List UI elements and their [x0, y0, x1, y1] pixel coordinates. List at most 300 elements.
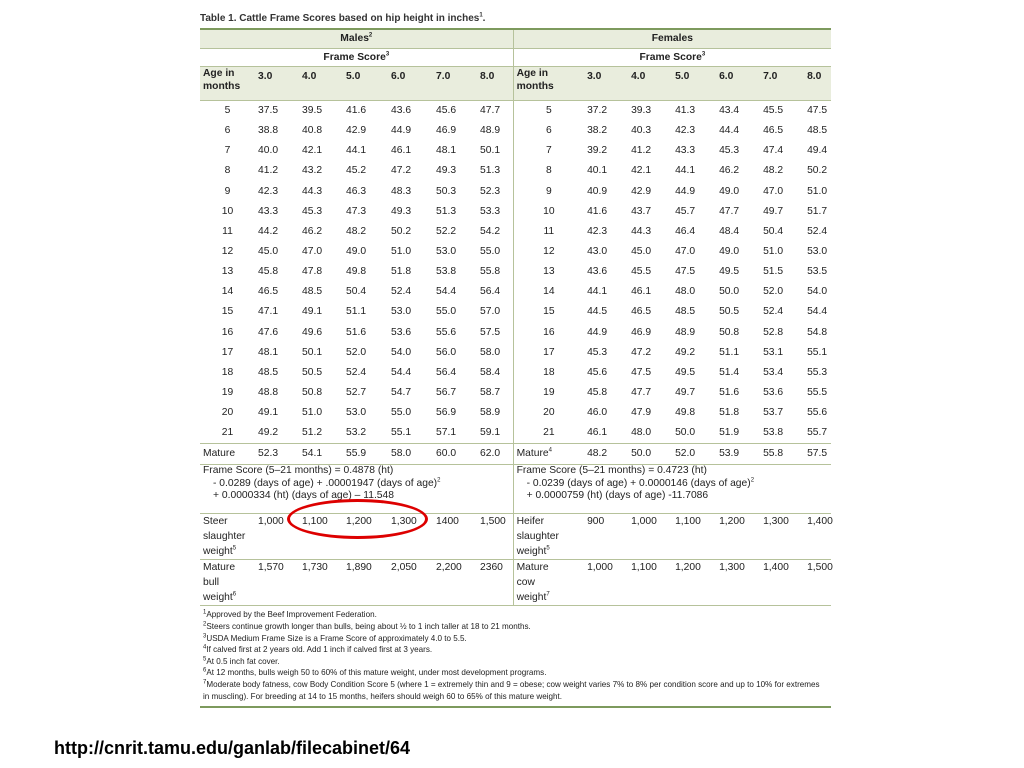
female-hip-height-cell: 46.5 [763, 125, 784, 137]
mature-row [200, 444, 831, 465]
cow-weight-cell: 1,100 [631, 562, 657, 574]
male-hip-height-cell: 53.3 [477, 202, 513, 222]
male-hip-height-cell: 56.0 [436, 346, 457, 358]
highlight-circle [287, 499, 428, 539]
female-hip-height-cell: 44.4 [719, 125, 740, 137]
female-hip-height-cell: 49.0 [719, 245, 740, 257]
male-hip-height-cell: 48.8 [258, 386, 279, 398]
bull-weight-label-line1: Mature [203, 562, 236, 574]
male-hip-height-cell: 47.3 [346, 205, 367, 217]
female-hip-height-cell: 45.3 [719, 145, 740, 157]
male-frame-score-formula-line: - 0.0289 (days of age) + .00001947 (days of age) [213, 477, 438, 489]
females-label: Females [651, 33, 693, 44]
female-hip-height-cell: 43.3 [675, 145, 696, 157]
table-row [200, 302, 831, 322]
male-hip-height-cell: 51.3 [477, 161, 513, 181]
steer-weight-label-line3: weight [203, 546, 233, 558]
age-cell-male: 11 [222, 225, 233, 237]
female-hip-height-cell: 41.3 [675, 105, 696, 116]
male-hip-height-cell: 47.2 [391, 165, 412, 177]
footnote-number: 1 [203, 609, 207, 616]
male-hip-height-cell: 48.5 [258, 366, 279, 378]
heifer-weight-cell: 1,100 [672, 514, 716, 560]
male-hip-height-cell: 52.2 [436, 225, 457, 237]
male-hip-height-cell: 50.5 [302, 366, 323, 378]
age-cell-female: 16 [543, 326, 555, 338]
male-hip-height-cell: 53.0 [346, 407, 367, 419]
footnote [203, 633, 828, 645]
footnote [203, 667, 828, 679]
female-hip-height-cell: 53.7 [763, 407, 784, 419]
male-hip-height-cell: 43.6 [391, 105, 412, 116]
male-frame-score-formula-line-wrap [203, 478, 510, 491]
footnote-text: Steers continue growth longer than bulls, being about ½ to 1 inch taller at 18 to 21 months. [206, 621, 531, 631]
male-hip-height-cell: 57.1 [436, 427, 457, 439]
table-row [200, 121, 831, 141]
female-hip-height-cell: 54.4 [807, 306, 828, 318]
female-hip-height-cell: 51.6 [719, 386, 740, 398]
mature-female-cell: 50.0 [628, 444, 672, 465]
footnote-text: Moderate body fatness, cow Body Condition Score 5 (where 1 = extremely thin and 9 = obese; cow weight varies 7% to 8% per condition score and up to 10% for extremes in muscling). For breeding at 14 to 15 months, heifers should weigh 60 to 65% of this mature weight. [203, 679, 820, 701]
frame-score-header-row [200, 49, 831, 67]
male-hip-height-cell: 44.9 [391, 125, 412, 137]
female-hip-height-cell: 48.2 [763, 165, 784, 177]
footnote-number: 7 [203, 679, 207, 686]
male-hip-height-cell: 48.2 [346, 225, 367, 237]
female-hip-height-cell: 47.0 [763, 185, 784, 197]
frame-score-col-header-female: 4.0 [628, 67, 672, 101]
mature-female-cell: 55.8 [760, 444, 804, 465]
female-hip-height-cell: 47.2 [631, 346, 652, 358]
female-hip-height-cell: 47.9 [631, 407, 652, 419]
female-hip-height-cell: 49.5 [675, 366, 696, 378]
caption-text: Table 1. Cattle Frame Scores based on hip height in inches [200, 13, 480, 24]
female-hip-height-cell: 51.1 [719, 346, 740, 358]
mature-female-cell: 48.2 [584, 444, 628, 465]
male-hip-height-cell: 41.2 [258, 165, 279, 177]
cow-weight-cell: 1,400 [763, 562, 789, 574]
cow-weight-cell: 1,500 [807, 562, 833, 574]
heifer-weight-label [513, 514, 584, 560]
female-hip-height-cell: 48.0 [631, 427, 652, 439]
sex-header-row [200, 30, 831, 49]
age-cell-female: 9 [545, 185, 552, 197]
female-hip-height-cell: 51.8 [719, 407, 740, 419]
male-hip-height-cell: 55.0 [477, 242, 513, 262]
mature-male-cell: 58.0 [388, 444, 433, 465]
footnote-text: At 12 months, bulls weigh 50 to 60% of this mature weight, under most development programs. [206, 668, 547, 678]
male-hip-height-cell: 52.4 [346, 366, 367, 378]
male-hip-height-cell: 50.1 [477, 141, 513, 161]
male-hip-height-cell: 51.8 [391, 266, 412, 278]
table-row [200, 363, 831, 383]
cow-weight-label-line3: weight [516, 592, 547, 604]
age-cell-male: 5 [224, 105, 231, 116]
female-frame-score-formula-sup: 2 [750, 477, 755, 484]
female-hip-height-cell: 55.7 [807, 427, 828, 439]
female-hip-height-cell: 55.5 [807, 386, 828, 398]
female-hip-height-cell: 49.7 [763, 205, 784, 217]
female-hip-height-cell: 52.4 [763, 306, 784, 318]
female-hip-height-cell: 53.0 [807, 245, 828, 257]
age-cell-male: 10 [221, 205, 234, 217]
steer-weight-label [200, 514, 255, 560]
male-hip-height-cell: 42.3 [258, 185, 279, 197]
male-hip-height-cell: 53.0 [391, 306, 412, 318]
age-cell-male: 9 [224, 185, 231, 197]
age-cell-female: 14 [543, 286, 555, 298]
footnote [203, 656, 828, 668]
footnote-number: 2 [203, 621, 207, 628]
age-cell-female: 8 [545, 165, 552, 177]
frame-score-col-header-female: 8.0 [804, 67, 831, 101]
female-hip-height-cell: 45.7 [675, 205, 696, 217]
table-row [200, 101, 831, 122]
female-hip-height-cell: 46.9 [631, 326, 652, 338]
heifer-weight-cell: 1,300 [760, 514, 804, 560]
age-cell-male: 20 [221, 407, 234, 419]
female-hip-height-cell: 52.8 [763, 326, 784, 338]
female-hip-height-cell: 53.8 [763, 427, 784, 439]
male-hip-height-cell: 38.8 [258, 125, 279, 137]
footnote-number: 3 [203, 632, 207, 639]
female-hip-height-cell: 52.4 [807, 225, 828, 237]
male-frame-score-formula-line: + 0.0000334 (ht) (days of age) – 11.548 [213, 490, 394, 502]
female-frame-score-formula-line: - 0.0239 (days of age) + 0.0000146 (days of age) [526, 477, 751, 489]
male-hip-height-cell: 44.1 [346, 145, 367, 157]
female-hip-height-cell: 48.5 [807, 125, 828, 137]
footnote-text: USDA Medium Frame Size is a Frame Score of approximately 4.0 to 5.5. [206, 633, 467, 643]
age-cell-female: 6 [545, 125, 552, 137]
male-hip-height-cell: 46.5 [258, 286, 279, 298]
mature-male-cell: 54.1 [299, 444, 343, 465]
frame-score-col-header-female: 5.0 [672, 67, 716, 101]
mature-male-cell: 55.9 [343, 444, 388, 465]
male-hip-height-cell: 45.3 [302, 205, 323, 217]
male-hip-height-cell: 47.1 [258, 306, 279, 318]
male-hip-height-cell: 48.5 [302, 286, 323, 298]
female-hip-height-cell: 53.5 [807, 266, 828, 278]
bull-weight-label-line2: bull [203, 577, 220, 589]
female-hip-height-cell: 45.3 [587, 346, 608, 358]
table-row [200, 222, 831, 242]
formula-row [200, 465, 831, 514]
footnote [203, 621, 828, 633]
female-hip-height-cell: 50.0 [719, 286, 740, 298]
male-hip-height-cell: 54.0 [391, 346, 412, 358]
female-hip-height-cell: 49.7 [675, 386, 696, 398]
male-hip-height-cell: 44.2 [258, 225, 279, 237]
males-sup: 2 [368, 32, 373, 39]
bull-weight-cell: 1,570 [258, 562, 284, 574]
table-caption [200, 10, 831, 30]
female-hip-height-cell: 50.5 [719, 306, 740, 318]
male-hip-height-cell: 46.9 [436, 125, 457, 137]
female-hip-height-cell: 54.8 [807, 326, 828, 338]
mature-male-cell: 62.0 [477, 444, 513, 465]
female-hip-height-cell: 50.2 [807, 165, 828, 177]
age-header [513, 67, 584, 101]
female-hip-height-cell: 38.2 [587, 125, 608, 137]
female-hip-height-cell: 48.5 [675, 306, 696, 318]
age-cell-male: 17 [221, 346, 234, 358]
male-hip-height-cell: 47.8 [302, 266, 323, 278]
male-hip-height-cell: 50.1 [302, 346, 323, 358]
age-cell-female: 10 [543, 205, 555, 217]
age-cell-female: 13 [543, 266, 555, 278]
female-hip-height-cell: 40.3 [631, 125, 652, 137]
heifer-weight-cell: 1,200 [716, 514, 760, 560]
age-cell-male: 21 [221, 427, 234, 439]
female-hip-height-cell: 47.7 [719, 205, 740, 217]
female-hip-height-cell: 47.7 [631, 386, 652, 398]
age-cell-male: 7 [224, 145, 231, 157]
age-cell-female: 5 [545, 105, 552, 116]
female-hip-height-cell: 44.9 [675, 185, 696, 197]
male-hip-height-cell: 53.2 [346, 427, 367, 439]
female-hip-height-cell: 50.0 [675, 427, 696, 439]
cow-weight-cell: 1,000 [587, 562, 613, 574]
female-hip-height-cell: 51.7 [807, 205, 828, 217]
male-hip-height-cell: 56.4 [477, 282, 513, 302]
male-hip-height-cell: 52.7 [346, 386, 367, 398]
age-cell-male: 18 [221, 366, 234, 378]
female-hip-height-cell: 47.5 [675, 266, 696, 278]
female-hip-height-cell: 40.9 [587, 185, 608, 197]
heifer-weight-cell: 1,400 [804, 514, 831, 560]
female-hip-height-cell: 50.4 [763, 225, 784, 237]
table-row [200, 403, 831, 423]
female-hip-height-cell: 51.0 [763, 245, 784, 257]
age-header-line1: Age in [203, 68, 235, 79]
male-hip-height-cell: 51.1 [346, 306, 367, 318]
female-hip-height-cell: 51.4 [719, 366, 740, 378]
female-hip-height-cell: 41.6 [587, 205, 608, 217]
cow-weight-label [513, 560, 584, 606]
frame-score-col-header-male: 7.0 [433, 67, 477, 101]
age-cell-male: 15 [221, 306, 234, 318]
males-header [200, 30, 513, 49]
female-hip-height-cell: 49.4 [807, 145, 828, 157]
heifer-weight-cell: 1,000 [628, 514, 672, 560]
caption-sup: 1 [479, 12, 483, 19]
male-hip-height-cell: 42.1 [302, 145, 323, 157]
age-cell-female: 17 [543, 346, 555, 358]
table-row [200, 383, 831, 403]
weight-row [200, 560, 831, 606]
female-hip-height-cell: 43.0 [587, 245, 608, 257]
male-hip-height-cell: 40.0 [258, 145, 279, 157]
female-hip-height-cell: 42.3 [587, 225, 608, 237]
mature-female-cell: 52.0 [672, 444, 716, 465]
steer-weight-cell: 1,000 [255, 514, 299, 560]
frame-score-col-header-male: 4.0 [299, 67, 343, 101]
age-cell-female: 15 [543, 306, 555, 318]
age-cell-female: 7 [545, 145, 552, 157]
heifer-weight-cell: 900 [584, 514, 628, 560]
female-hip-height-cell: 43.4 [719, 105, 740, 116]
frame-score-col-header-male: 6.0 [388, 67, 433, 101]
female-hip-height-cell: 41.2 [631, 145, 652, 157]
male-hip-height-cell: 51.3 [436, 205, 457, 217]
male-hip-height-cell: 42.9 [346, 125, 367, 137]
female-frame-score-formula-line: Frame Score (5–21 months) = 0.4723 (ht) [516, 465, 707, 477]
female-hip-height-cell: 45.5 [631, 266, 652, 278]
female-hip-height-cell: 55.3 [807, 366, 828, 378]
female-hip-height-cell: 46.0 [587, 407, 608, 419]
female-hip-height-cell: 54.0 [807, 286, 828, 298]
male-hip-height-cell: 50.4 [346, 286, 367, 298]
male-hip-height-cell: 59.1 [477, 423, 513, 444]
age-header-line1: Age in [516, 68, 549, 79]
male-hip-height-cell: 46.1 [391, 145, 412, 157]
male-hip-height-cell: 53.8 [436, 266, 457, 278]
male-hip-height-cell: 51.0 [391, 245, 412, 257]
frame-score-col-header-female: 3.0 [584, 67, 628, 101]
mature-label-female [513, 444, 584, 465]
male-hip-height-cell: 49.1 [258, 407, 279, 419]
male-hip-height-cell: 55.0 [391, 407, 412, 419]
male-hip-height-cell: 49.0 [346, 245, 367, 257]
male-hip-height-cell: 39.5 [302, 105, 323, 116]
female-hip-height-cell: 45.5 [763, 105, 784, 116]
male-hip-height-cell: 40.8 [302, 125, 323, 137]
female-hip-height-cell: 44.9 [587, 326, 608, 338]
female-hip-height-cell: 50.8 [719, 326, 740, 338]
age-header-line2: months [203, 81, 241, 92]
female-hip-height-cell: 49.5 [719, 266, 740, 278]
females-frame-score-label: Frame Score [639, 52, 702, 63]
male-hip-height-cell: 48.1 [258, 346, 279, 358]
female-frame-score-formula-line-wrap [517, 478, 829, 491]
male-hip-height-cell: 52.0 [346, 346, 367, 358]
footnote-text: If calved first at 2 years old. Add 1 inch if calved first at 3 years. [206, 645, 433, 655]
table-row [200, 282, 831, 302]
female-hip-height-cell: 42.3 [675, 125, 696, 137]
female-hip-height-cell: 44.1 [587, 286, 608, 298]
mature-label-female-sup: 4 [548, 447, 552, 454]
male-hip-height-cell: 37.5 [258, 105, 279, 116]
female-hip-height-cell: 45.8 [587, 386, 608, 398]
male-hip-height-cell: 55.8 [477, 262, 513, 282]
males-frame-score-label: Frame Score [323, 52, 386, 63]
male-hip-height-cell: 50.3 [436, 185, 457, 197]
female-hip-height-cell: 53.6 [763, 386, 784, 398]
table-row [200, 202, 831, 222]
age-cell-male: 19 [221, 386, 234, 398]
cow-weight-label-sup: 7 [546, 591, 550, 598]
footnote-text: At 0.5 inch fat cover. [206, 656, 280, 666]
female-hip-height-cell: 39.3 [631, 105, 652, 116]
heifer-weight-label-line1: Heifer [516, 516, 545, 528]
male-hip-height-cell: 50.8 [302, 386, 323, 398]
female-hip-height-cell: 47.5 [807, 105, 828, 116]
female-hip-height-cell: 49.2 [675, 346, 696, 358]
steer-weight-label-line1: Steer [203, 516, 228, 528]
males-frame-score-header [200, 49, 513, 67]
male-hip-height-cell: 49.8 [346, 266, 367, 278]
cow-weight-cell: 1,300 [719, 562, 745, 574]
heifer-weight-label-sup: 5 [546, 545, 550, 552]
female-hip-height-cell: 53.4 [763, 366, 784, 378]
male-hip-height-cell: 54.4 [391, 366, 412, 378]
male-hip-height-cell: 52.4 [391, 286, 412, 298]
male-hip-height-cell: 47.6 [258, 326, 279, 338]
age-cell-female: 18 [543, 366, 555, 378]
female-hip-height-cell: 48.4 [719, 225, 740, 237]
male-hip-height-cell: 58.7 [477, 383, 513, 403]
female-hip-height-cell: 55.6 [807, 407, 828, 419]
male-hip-height-cell: 49.2 [258, 427, 279, 439]
mature-male-cell: 52.3 [255, 444, 299, 465]
age-cell-male: 8 [224, 165, 231, 177]
female-hip-height-cell: 44.5 [587, 306, 608, 318]
age-cell-female: 11 [543, 225, 555, 237]
female-hip-height-cell: 49.8 [675, 407, 696, 419]
male-frame-score-formula-sup: 2 [437, 477, 441, 484]
male-hip-height-cell: 56.9 [436, 407, 457, 419]
age-cell-female: 12 [543, 245, 555, 257]
female-hip-height-cell: 51.0 [807, 185, 828, 197]
bull-weight-cell: 2,050 [391, 562, 417, 574]
male-hip-height-cell: 49.3 [436, 165, 457, 177]
bull-weight-cell: 1,730 [302, 562, 328, 574]
male-hip-height-cell: 48.3 [391, 185, 412, 197]
female-hip-height-cell: 47.4 [763, 145, 784, 157]
age-cell-male: 13 [221, 266, 234, 278]
female-hip-height-cell: 45.6 [587, 366, 608, 378]
female-hip-height-cell: 43.6 [587, 266, 608, 278]
footnote [203, 609, 828, 621]
females-fs-sup: 3 [701, 51, 706, 58]
caption-end: . [482, 13, 486, 24]
male-hip-height-cell: 43.3 [258, 205, 279, 217]
age-cell-female: 19 [543, 386, 555, 398]
mature-label-female-text: Mature [516, 448, 549, 460]
footnote [203, 644, 828, 656]
female-hip-height-cell: 49.0 [719, 185, 740, 197]
males-label: Males [340, 33, 369, 44]
column-header-row [200, 67, 831, 101]
frame-score-col-header-male: 5.0 [343, 67, 388, 101]
bull-weight-cell: 2,200 [436, 562, 462, 574]
males-fs-sup: 3 [385, 51, 390, 58]
age-header [200, 67, 255, 101]
cow-weight-label-line2: cow [516, 577, 535, 589]
male-hip-height-cell: 55.6 [436, 326, 457, 338]
age-cell-male: 14 [221, 286, 234, 298]
table-row [200, 182, 831, 202]
mature-female-cell: 53.9 [716, 444, 760, 465]
steer-weight-cell: 1,100 [299, 514, 343, 560]
female-hip-height-cell: 55.1 [807, 346, 828, 358]
bull-weight-cell: 2360 [477, 560, 513, 606]
table-row [200, 141, 831, 161]
female-hip-height-cell: 46.2 [719, 165, 740, 177]
females-header [513, 30, 831, 49]
age-cell-female: 20 [543, 407, 555, 419]
steer-weight-cell: 1,200 [343, 514, 388, 560]
male-hip-height-cell: 52.3 [477, 182, 513, 202]
male-hip-height-cell: 58.0 [477, 343, 513, 363]
table-row [200, 242, 831, 262]
footnote-number: 4 [203, 644, 207, 651]
male-hip-height-cell: 54.4 [436, 286, 457, 298]
male-hip-height-cell: 54.2 [477, 222, 513, 242]
heifer-weight-label-line3: weight [516, 546, 547, 558]
source-url: http://cnrit.tamu.edu/ganlab/filecabinet/64 [54, 738, 411, 758]
table-row [200, 323, 831, 343]
